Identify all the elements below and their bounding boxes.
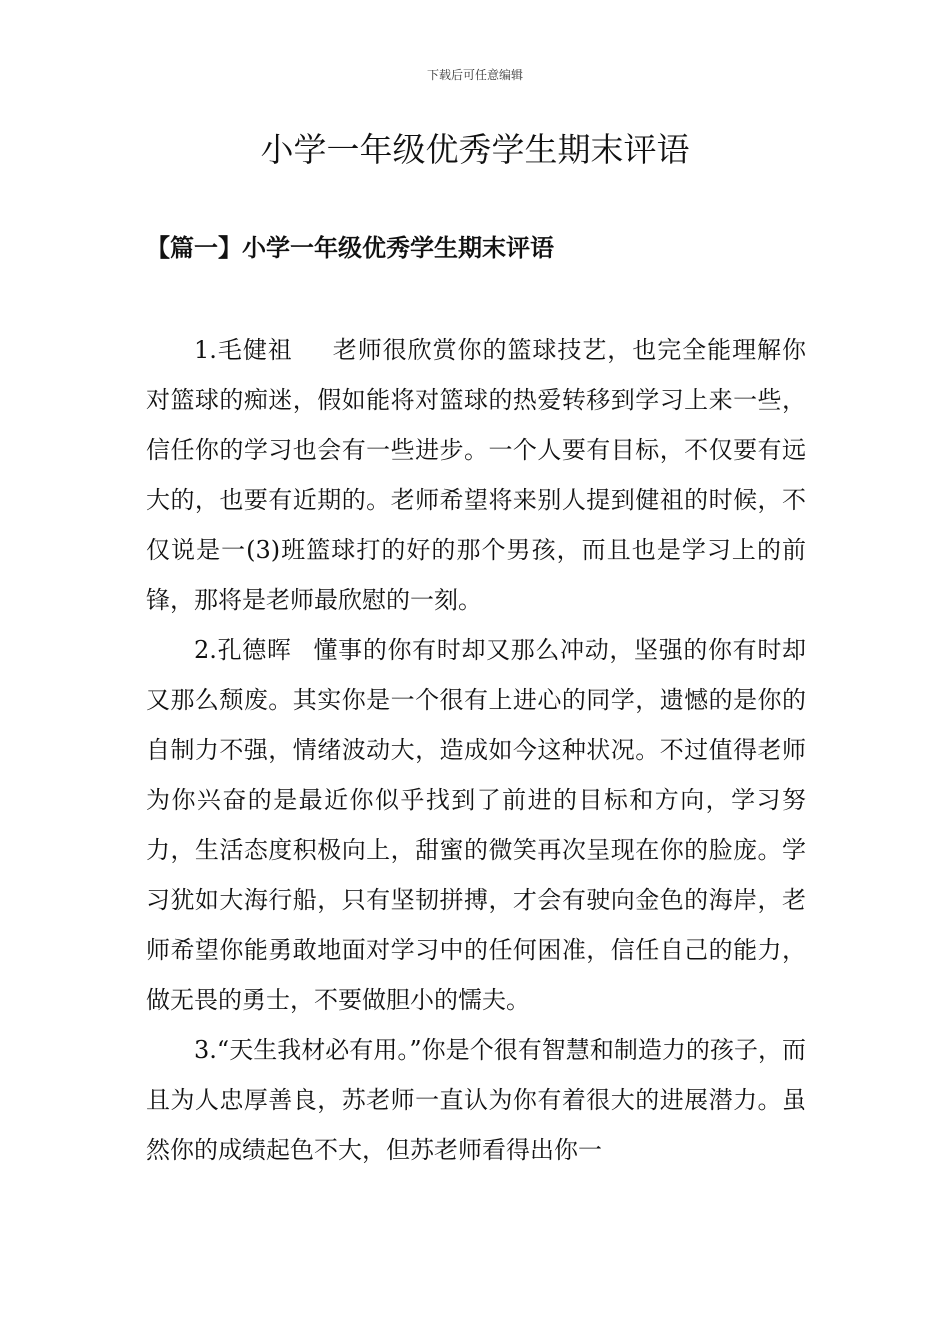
document-title: 小学一年级优秀学生期末评语	[260, 130, 690, 169]
comment-paragraph-3	[146, 1025, 806, 1175]
comment-number: 1.	[194, 336, 217, 364]
comment-text: “天生我材必有用。”你是个很有智慧和制造力的孩子，而且为人忠厚善良，苏老师一直认为你有着很大的进展潜力。虽然你的成绩起色不大，但苏老师看得出你一	[146, 1036, 806, 1164]
comment-paragraph-1	[146, 325, 806, 625]
document-body	[146, 325, 806, 1175]
comment-number: 3.	[194, 1036, 217, 1064]
header-note: 下载后可任意编辑	[426, 68, 523, 82]
comment-paragraph-2	[146, 625, 806, 1025]
comment-text: 懂事的你有时却又那么冲动，坚强的你有时却又那么颓废。其实你是一个很有上进心的同学，遗憾的是你的自制力不强，情绪波动大，造成如今这种状况。不过值得老师为你兴奋的是最近你似乎找到了前进的目标和方向，学习努力，生活态度积极向上，甜蜜的微笑再次呈现在你的脸庞。学习犹如大海行船，只有坚韧拼搏，才会有驶向金色的海岸，老师希望你能勇敢地面对学习中的任何困准，信任自己的能力，做无畏的勇士，不要做胆小的懦夫。	[146, 636, 806, 1014]
comment-number: 2.	[194, 636, 217, 664]
student-name: 毛健祖	[216, 336, 293, 364]
student-name: 孔德晖	[216, 636, 292, 664]
comment-text: 老师很欣赏你的篮球技艺，也完全能理解你对篮球的痴迷，假如能将对篮球的热爱转移到学习上来一些，信任你的学习也会有一些进步。一个人要有目标，不仅要有远大的，也要有近期的。老师希望将来别人提到健祖的时候，不仅说是一(3)班篮球打的好的那个男孩，而且也是学习上的前锋，那将是老师最欣慰的一刻。	[146, 336, 807, 614]
section-heading: 【篇一】小学一年级优秀学生期末评语	[146, 233, 554, 262]
